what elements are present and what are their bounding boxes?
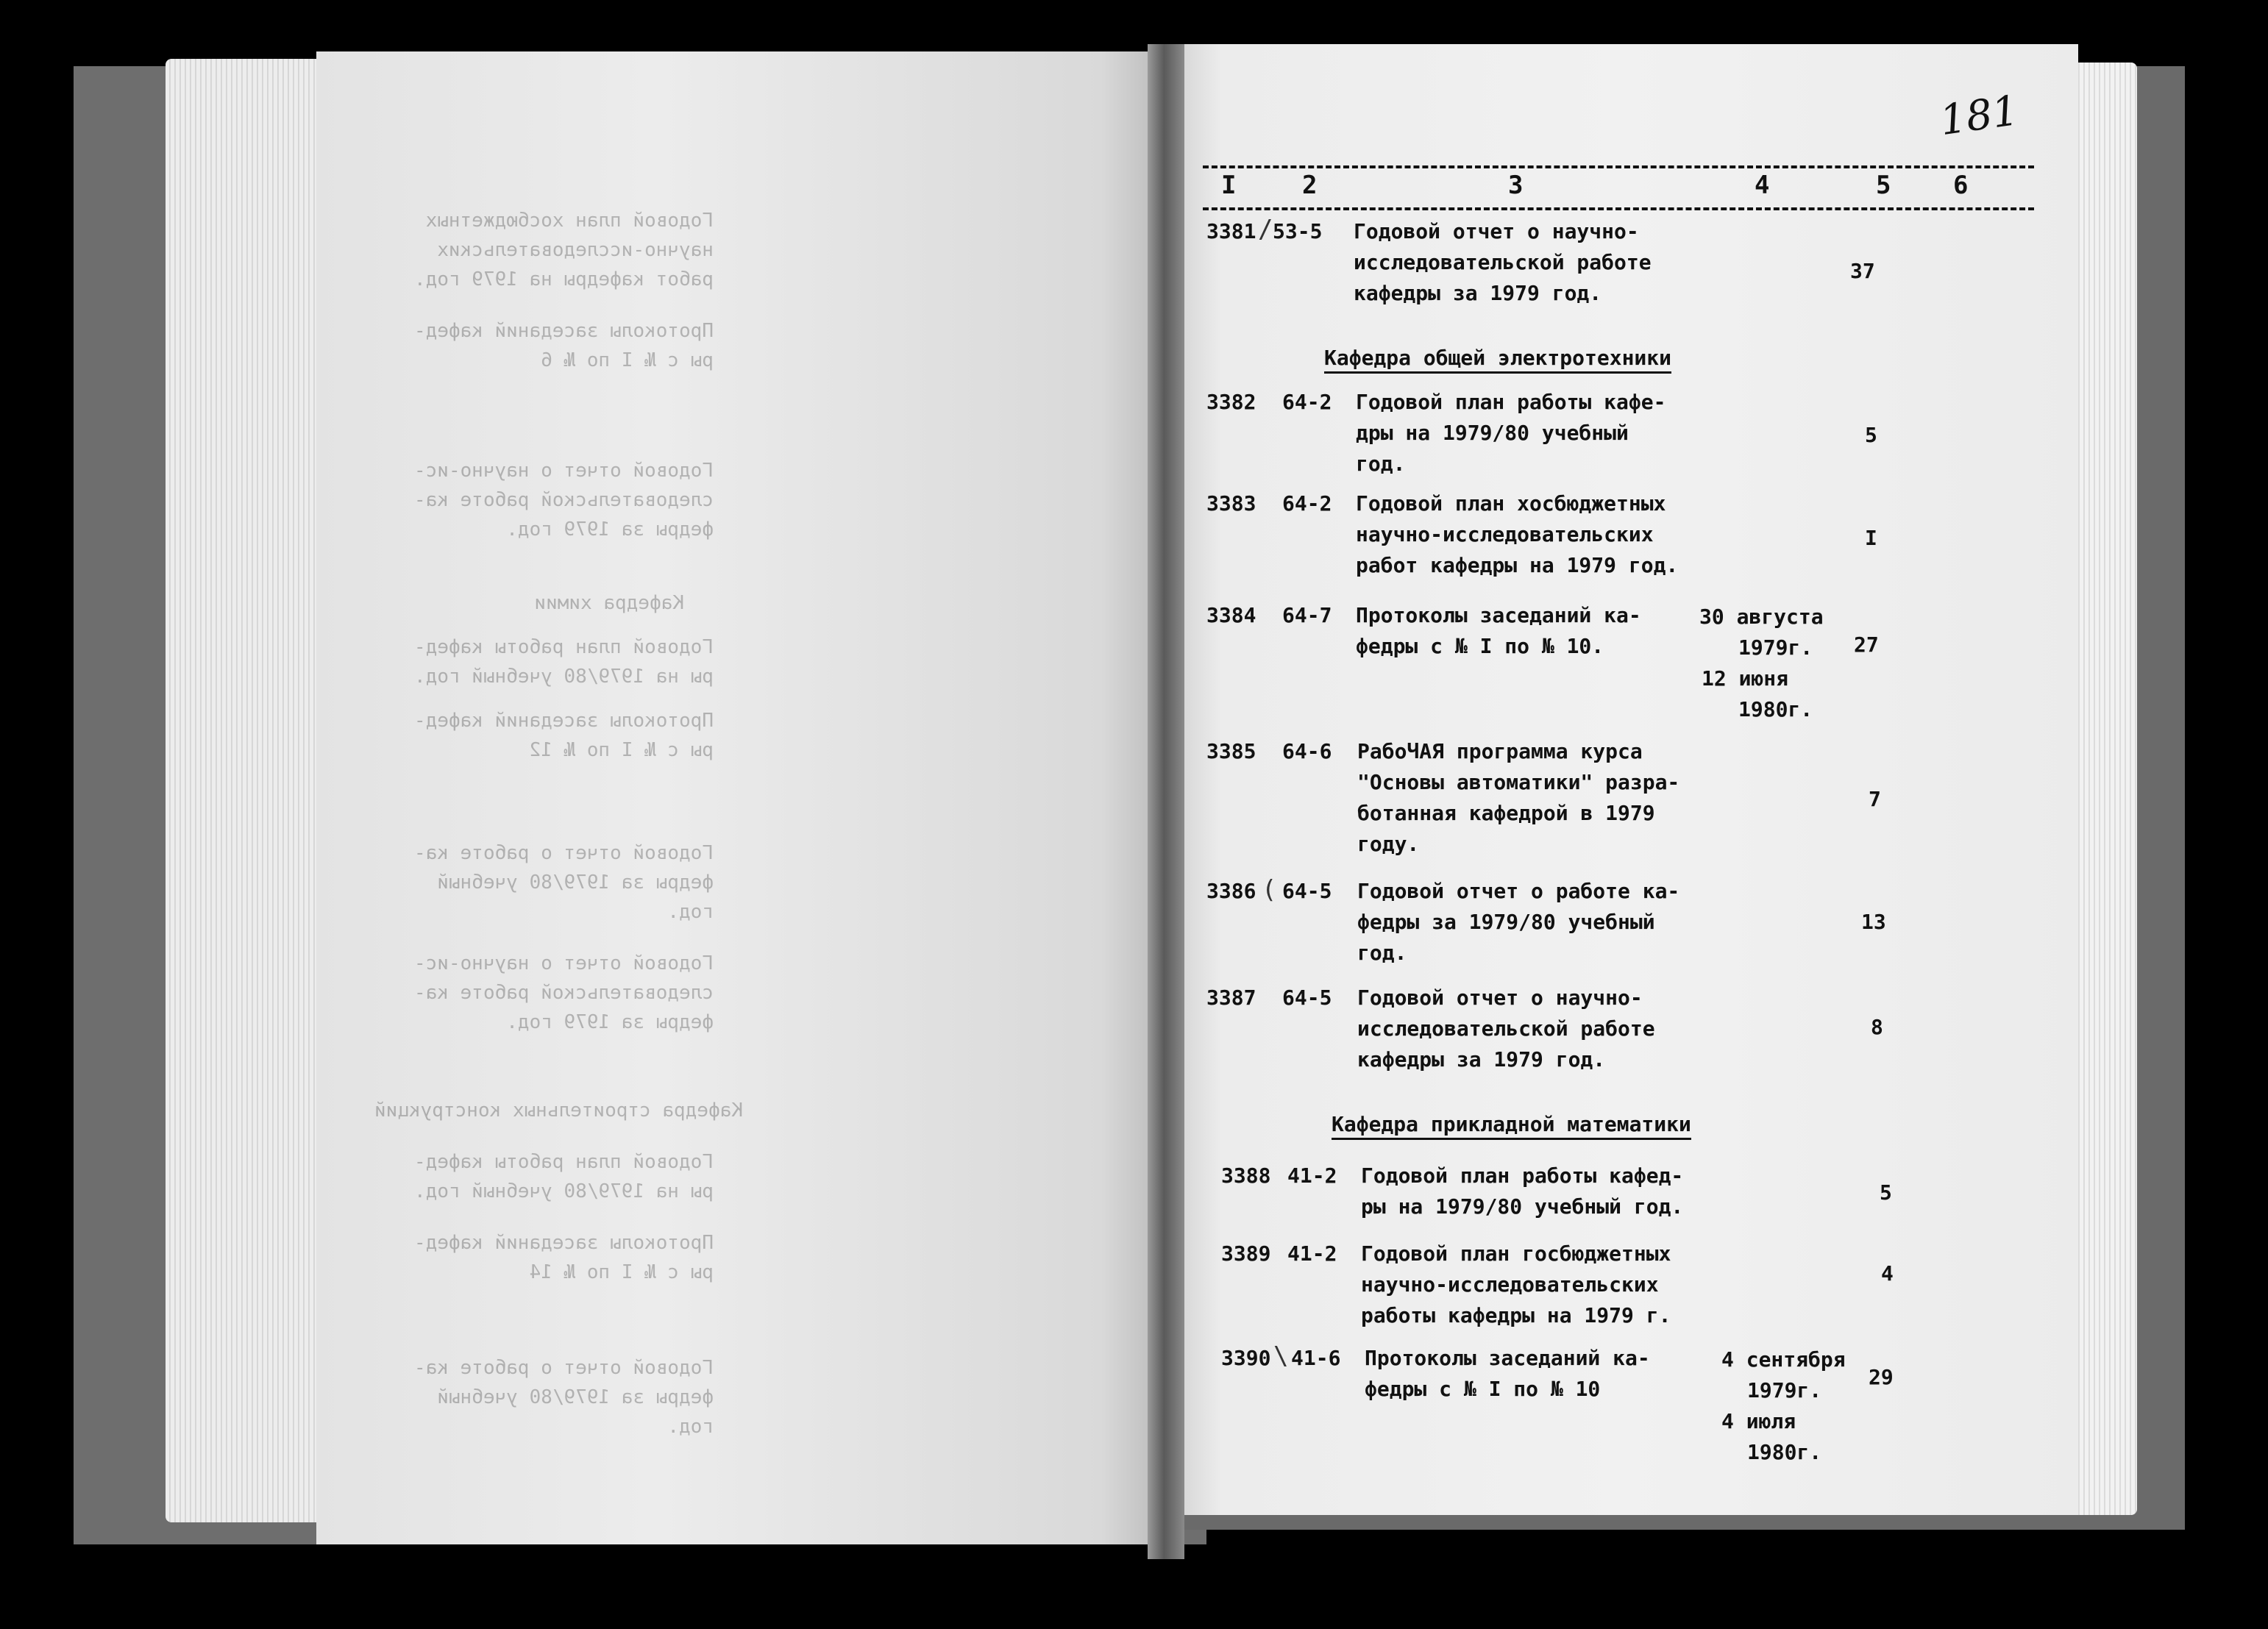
- entry-sheets: 5: [1865, 423, 1877, 447]
- entry-sheets: 37: [1850, 259, 1875, 283]
- entry-code: 41-2: [1287, 1163, 1337, 1188]
- entry-line: кафедры за 1979 год.: [1354, 281, 1602, 305]
- entry-line: Годовой план хосбюджетных: [1356, 491, 1666, 516]
- entry-line: РабоЧАЯ программа курса: [1357, 739, 1643, 763]
- ghost-line: Годовой отчет о работе ка-: [414, 842, 714, 864]
- ghost-line: ры с № I по № 6: [541, 349, 714, 371]
- entry-line: Годовой план госбюджетных: [1361, 1241, 1671, 1266]
- entry-line: ботанная кафедрой в 1979: [1357, 801, 1655, 825]
- entry-line: Годовой план работы кафе-: [1356, 390, 1666, 414]
- ghost-line: Годовой план хосбюджетных: [425, 210, 714, 232]
- ghost-line: следовательской работе ка-: [414, 489, 714, 511]
- column-header-5: 5: [1876, 171, 1891, 200]
- entry-line: "Основы автоматики" разра-: [1357, 770, 1680, 794]
- entry-date: 4 сентября: [1721, 1347, 1846, 1372]
- entry-sheets: 7: [1869, 787, 1881, 811]
- entry-number: 3384: [1206, 603, 1256, 627]
- check-mark: (: [1262, 875, 1277, 905]
- entry-line: ры на 1979/80 учебный год.: [1361, 1194, 1684, 1219]
- ghost-line: Протоколы заседаний кафед-: [414, 1232, 714, 1254]
- ghost-line: ры с № I по № 14: [529, 1261, 714, 1283]
- entry-date: 1980г.: [1747, 1440, 1822, 1464]
- ghost-line: Кафедра строительных конструкций: [374, 1099, 743, 1122]
- entry-date: 1979г.: [1747, 1378, 1822, 1402]
- entry-code: 64-7: [1282, 603, 1332, 627]
- entry-sheets: 29: [1869, 1365, 1894, 1389]
- entry-code: 41-6: [1291, 1346, 1341, 1370]
- entry-line: научно-исследовательских: [1356, 522, 1654, 546]
- entry-line: федры с № I по № 10.: [1356, 634, 1604, 658]
- column-header-1: I: [1221, 171, 1237, 200]
- entry-number: 3387: [1206, 985, 1256, 1010]
- entry-sheets: 27: [1854, 632, 1879, 657]
- ghost-line: Протоколы заседаний кафед-: [414, 710, 714, 732]
- ghost-line: федры за 1979 год.: [506, 1011, 714, 1033]
- entry-code: 64-2: [1282, 491, 1332, 516]
- entry-line: исследовательской работе: [1354, 250, 1652, 274]
- ghost-line: Протоколы заседаний кафед-: [414, 320, 714, 342]
- entry-line: год.: [1357, 941, 1407, 965]
- entry-sheets: 5: [1880, 1180, 1892, 1205]
- entry-sheets: 4: [1881, 1261, 1894, 1286]
- ghost-line: Годовой план работы кафед-: [414, 636, 714, 658]
- entry-sheets: I: [1865, 526, 1877, 550]
- entry-line: работ кафедры на 1979 год.: [1356, 553, 1679, 577]
- entry-line: федры с № I по № 10: [1365, 1377, 1601, 1401]
- section-heading: Кафедра прикладной математики: [1332, 1112, 1691, 1140]
- entry-number: 3388: [1221, 1163, 1271, 1188]
- left-page-bleed-through: [346, 88, 1126, 1486]
- check-mark: /: [1258, 215, 1273, 244]
- header-rule-bottom: [1203, 207, 2034, 210]
- ghost-line: федры за 1979/80 учебный: [437, 1386, 714, 1408]
- entry-number: 3390: [1221, 1346, 1271, 1370]
- ghost-line: федры за 1979/80 учебный: [437, 871, 714, 894]
- page-number: 181: [1936, 86, 2022, 146]
- entry-line: федры за 1979/80 учебный: [1357, 910, 1655, 934]
- header-rule-top: [1203, 165, 2034, 168]
- entry-number: 3386: [1206, 879, 1256, 903]
- entry-line: Годовой план работы кафед-: [1361, 1163, 1684, 1188]
- entry-number: 3389: [1221, 1241, 1271, 1266]
- entry-line: исследовательской работе: [1357, 1016, 1655, 1041]
- column-header-2: 2: [1302, 171, 1318, 200]
- ghost-line: Годовой отчет о работе ка-: [414, 1357, 714, 1379]
- entry-line: Протоколы заседаний ка-: [1365, 1346, 1650, 1370]
- entry-code: 64-2: [1282, 390, 1332, 414]
- entry-code: 64-5: [1282, 985, 1332, 1010]
- section-heading: Кафедра общей электротехники: [1324, 346, 1671, 374]
- entry-number: 3382: [1206, 390, 1256, 414]
- entry-date: 1980г.: [1738, 697, 1813, 721]
- entry-date: 30 августа: [1699, 605, 1824, 629]
- entry-line: Годовой отчет о работе ка-: [1357, 879, 1680, 903]
- column-header-3: 3: [1508, 171, 1524, 200]
- ghost-line: ры с № I по № 12: [529, 739, 714, 761]
- check-mark: \: [1273, 1341, 1289, 1371]
- ghost-line: следовательской работе ка-: [414, 982, 714, 1004]
- entry-code: 41-2: [1287, 1241, 1337, 1266]
- ghost-line: федры за 1979 год.: [506, 518, 714, 541]
- entry-line: дры на 1979/80 учебный: [1356, 421, 1629, 445]
- ghost-line: Годовой отчет о научно-ис-: [414, 460, 714, 482]
- ghost-line: научно-исследовательских: [437, 239, 714, 261]
- entry-line: Годовой отчет о научно-: [1354, 219, 1639, 243]
- entry-number: 3381: [1206, 219, 1256, 243]
- entry-number: 3385: [1206, 739, 1256, 763]
- ghost-line: ры на 1979/80 учебный год.: [414, 1180, 714, 1202]
- entry-sheets: 8: [1871, 1015, 1883, 1039]
- entry-line: Годовой отчет о научно-: [1357, 985, 1643, 1010]
- entry-line: научно-исследовательских: [1361, 1272, 1659, 1297]
- ghost-line: Годовой план работы кафед-: [414, 1151, 714, 1173]
- ghost-line: ры на 1979/80 учебный год.: [414, 666, 714, 688]
- entry-line: год.: [1356, 452, 1406, 476]
- column-header-6: 6: [1953, 171, 1969, 200]
- ghost-line: Кафедра химии: [534, 592, 684, 614]
- entry-line: кафедры за 1979 год.: [1357, 1047, 1606, 1072]
- entry-date: 12 июня: [1702, 666, 1789, 691]
- entry-number: 3383: [1206, 491, 1256, 516]
- entry-date: 1979г.: [1738, 635, 1813, 660]
- column-header-4: 4: [1755, 171, 1770, 200]
- entry-code: 53-5: [1273, 219, 1323, 243]
- ghost-line: Годовой отчет о научно-ис-: [414, 952, 714, 974]
- entry-code: 64-6: [1282, 739, 1332, 763]
- ghost-line: год.: [667, 901, 714, 923]
- entry-line: году.: [1357, 832, 1420, 856]
- entry-line: Протоколы заседаний ка-: [1356, 603, 1641, 627]
- entry-sheets: 13: [1861, 910, 1886, 934]
- ghost-line: год.: [667, 1416, 714, 1438]
- entry-date: 4 июля: [1721, 1409, 1796, 1433]
- ghost-line: работ кафедры на 1979 год.: [414, 268, 714, 290]
- inventory-sheet: [1166, 44, 2078, 1515]
- entry-line: работы кафедры на 1979 г.: [1361, 1303, 1671, 1327]
- entry-code: 64-5: [1282, 879, 1332, 903]
